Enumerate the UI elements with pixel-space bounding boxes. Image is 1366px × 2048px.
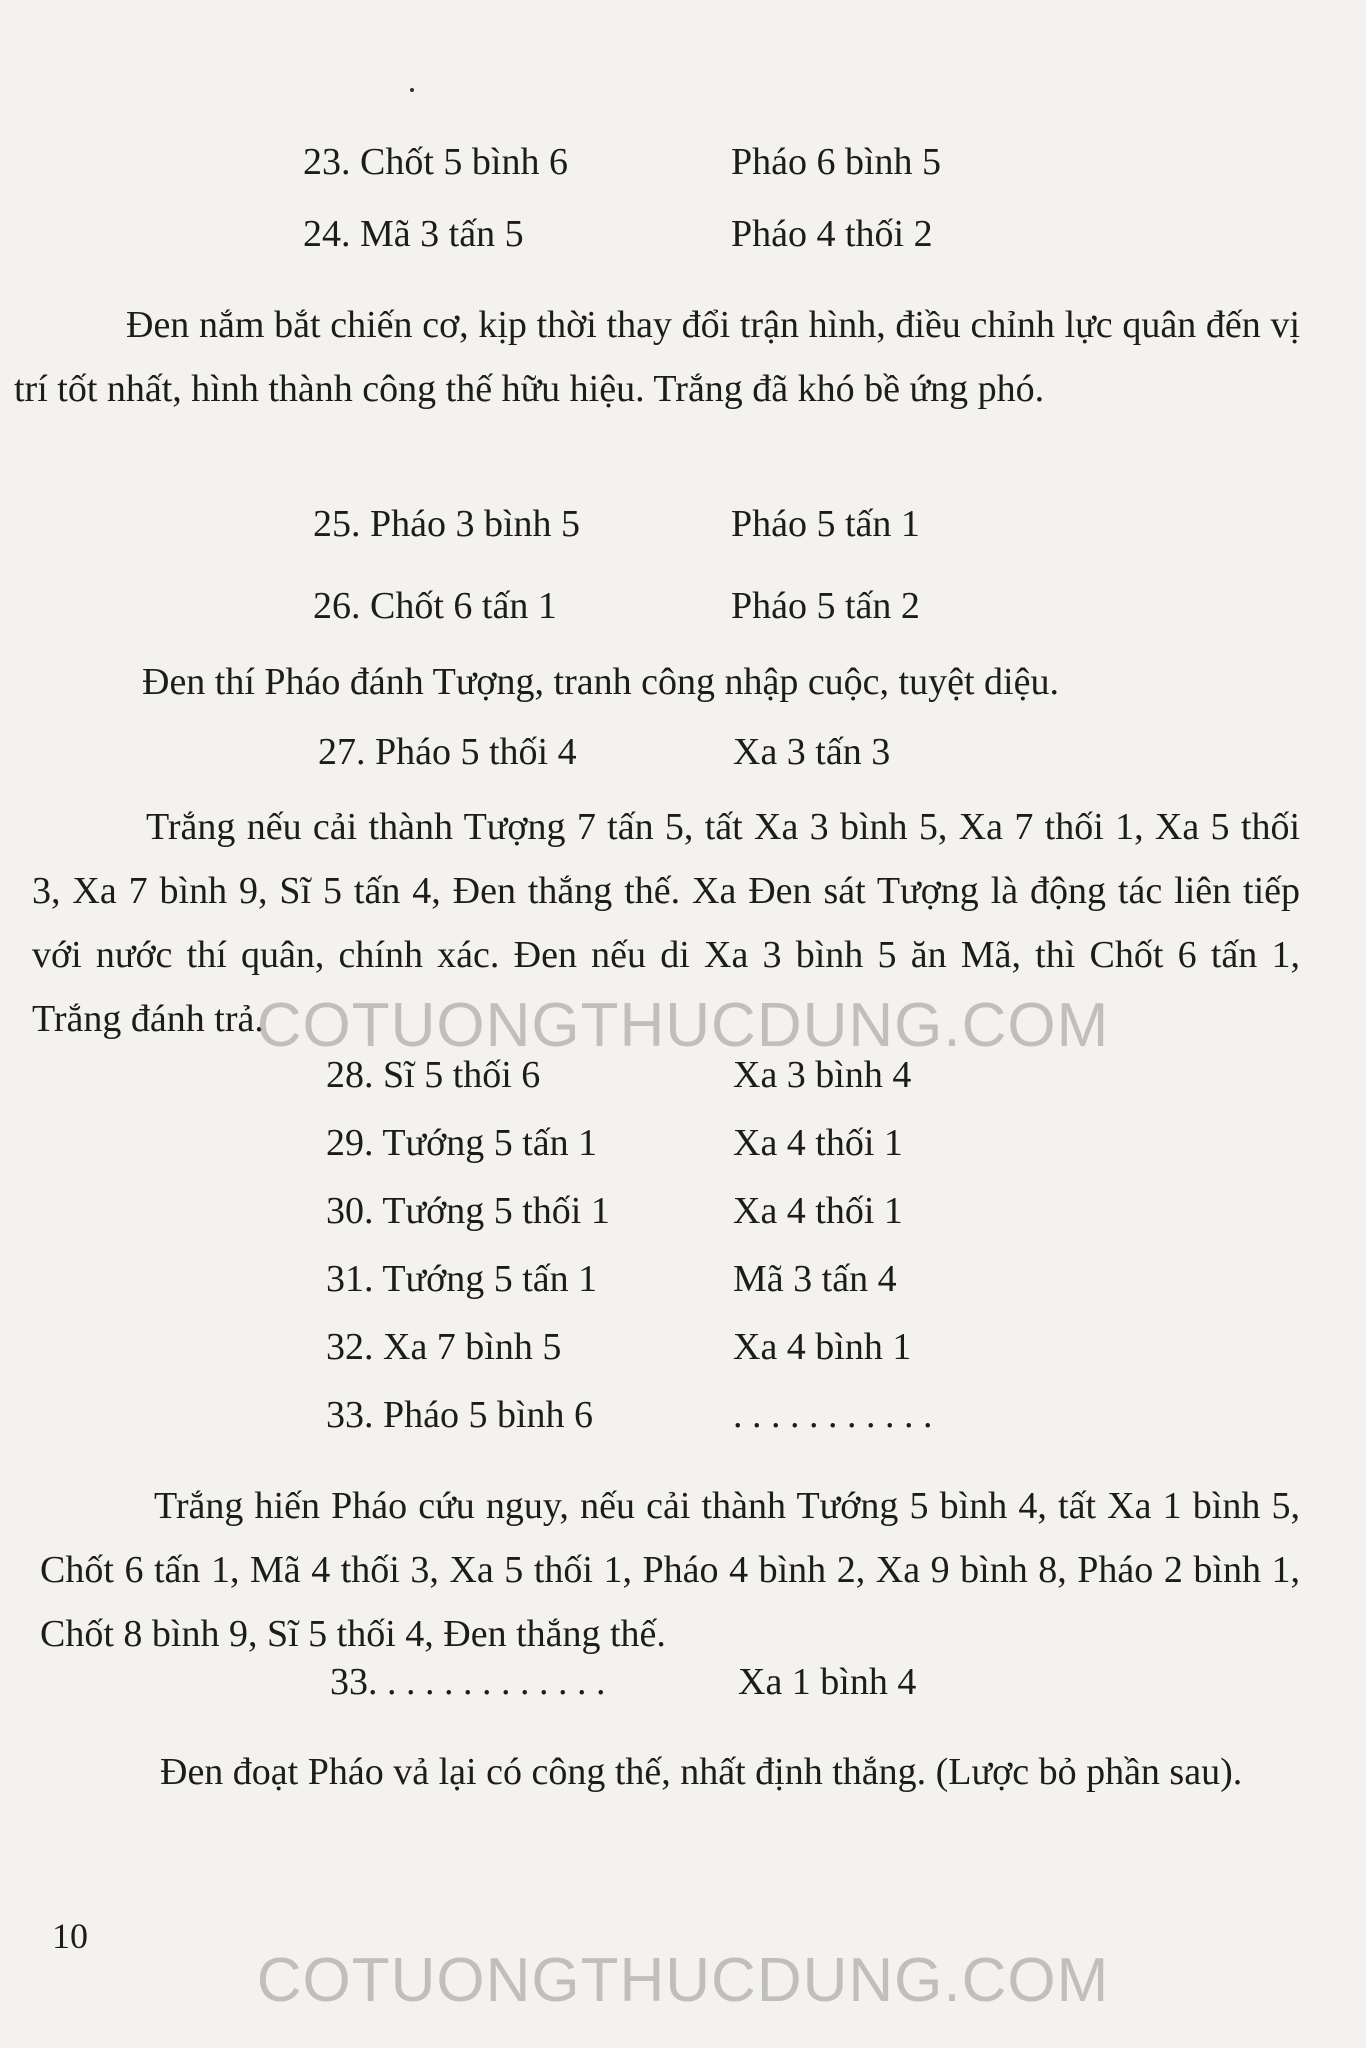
move-row: [0, 1053, 1366, 1121]
move-row: [0, 1257, 1366, 1325]
black-move: Xa 4 bình 1: [733, 1326, 912, 1368]
move-row: [0, 502, 1366, 584]
move-row: [0, 584, 1366, 656]
white-move: 28. Sĩ 5 thối 6: [326, 1054, 541, 1096]
black-move: Xa 4 thối 1: [733, 1190, 903, 1232]
move-row: [0, 1660, 1366, 1732]
white-move: 32. Xa 7 bình 5: [326, 1326, 562, 1368]
white-move: 33. Pháo 5 bình 6: [326, 1394, 594, 1436]
move-row: [0, 212, 1366, 284]
move-row: [0, 1325, 1366, 1393]
move-list: [0, 502, 1366, 656]
move-list: [0, 1053, 1366, 1461]
move-row: [0, 1393, 1366, 1461]
white-move: 27. Pháo 5 thối 4: [318, 731, 577, 773]
move-row: [0, 1121, 1366, 1189]
move-row: [0, 140, 1366, 212]
black-move: . . . . . . . . . . .: [733, 1394, 933, 1436]
white-move: 26. Chốt 6 tấn 1: [313, 585, 557, 627]
page-number: 10: [52, 1916, 88, 1956]
move-row: [0, 1189, 1366, 1257]
watermark-text: COTUONGTHUCDUNG.COM: [256, 1946, 1110, 2015]
commentary-paragraph: Đen thí Pháo đánh Tượng, tranh công nhập cuộc, tuyệt diệu.: [142, 661, 1059, 703]
white-move: 23. Chốt 5 bình 6: [303, 141, 568, 183]
black-move: Xa 4 thối 1: [733, 1122, 903, 1164]
black-move: Mã 3 tấn 4: [733, 1258, 897, 1300]
white-move: 33. . . . . . . . . . . . .: [330, 1661, 606, 1703]
commentary-paragraph: Đen đoạt Pháo vả lại có công thế, nhất định thắng. (Lược bỏ phần sau).: [160, 1751, 1243, 1793]
white-move: 25. Pháo 3 bình 5: [313, 503, 581, 545]
black-move: Xa 1 bình 4: [738, 1661, 917, 1703]
commentary-paragraph: Trắng hiến Pháo cứu nguy, nếu cải thành Tướng 5 bình 4, tất Xa 1 bình 5, Chốt 6 tấn 1, Mã 4 thối 3, Xa 5 thối 1, Pháo 4 bình 2, Xa 9 bình 8, Pháo 2 bình 1, Chốt 8 bình 9, Sĩ 5 thối 4, Đen thắng thế.: [40, 1485, 1300, 1655]
ink-speck: [410, 88, 414, 92]
white-move: 29. Tướng 5 tấn 1: [326, 1122, 598, 1164]
commentary-paragraph: Trắng nếu cải thành Tượng 7 tấn 5, tất Xa 3 bình 5, Xa 7 thối 1, Xa 5 thối 3, Xa 7 bình 9, Sĩ 5 tấn 4, Đen thắng thế. Xa Đen sát Tượng là động tác liên tiếp với nước thí quân, chính xác. Đen nếu di Xa 3 bình 5 ăn Mã, thì Chốt 6 tấn 1, Trắng đánh trả.: [32, 806, 1300, 1040]
black-move: Xa 3 bình 4: [733, 1054, 912, 1096]
commentary-paragraph: Đen nắm bắt chiến cơ, kịp thời thay đổi trận hình, điều chỉnh lực quân đến vị trí tốt nhất, hình thành công thế hữu hiệu. Trắng đã khó bề ứng phó.: [14, 304, 1300, 410]
black-move: Pháo 5 tấn 2: [731, 585, 920, 627]
white-move: 31. Tướng 5 tấn 1: [326, 1258, 598, 1300]
black-move: Pháo 5 tấn 1: [731, 503, 920, 545]
black-move: Pháo 4 thối 2: [731, 213, 933, 255]
watermark-text: COTUONGTHUCDUNG.COM: [256, 991, 1110, 1060]
white-move: 24. Mã 3 tấn 5: [303, 213, 524, 255]
move-row: [0, 730, 1366, 802]
move-list: [0, 1660, 1366, 1732]
black-move: Xa 3 tấn 3: [733, 731, 891, 773]
black-move: Pháo 6 bình 5: [731, 141, 942, 183]
move-list: [0, 730, 1366, 802]
white-move: 30. Tướng 5 thối 1: [326, 1190, 610, 1232]
move-list: [0, 140, 1366, 284]
